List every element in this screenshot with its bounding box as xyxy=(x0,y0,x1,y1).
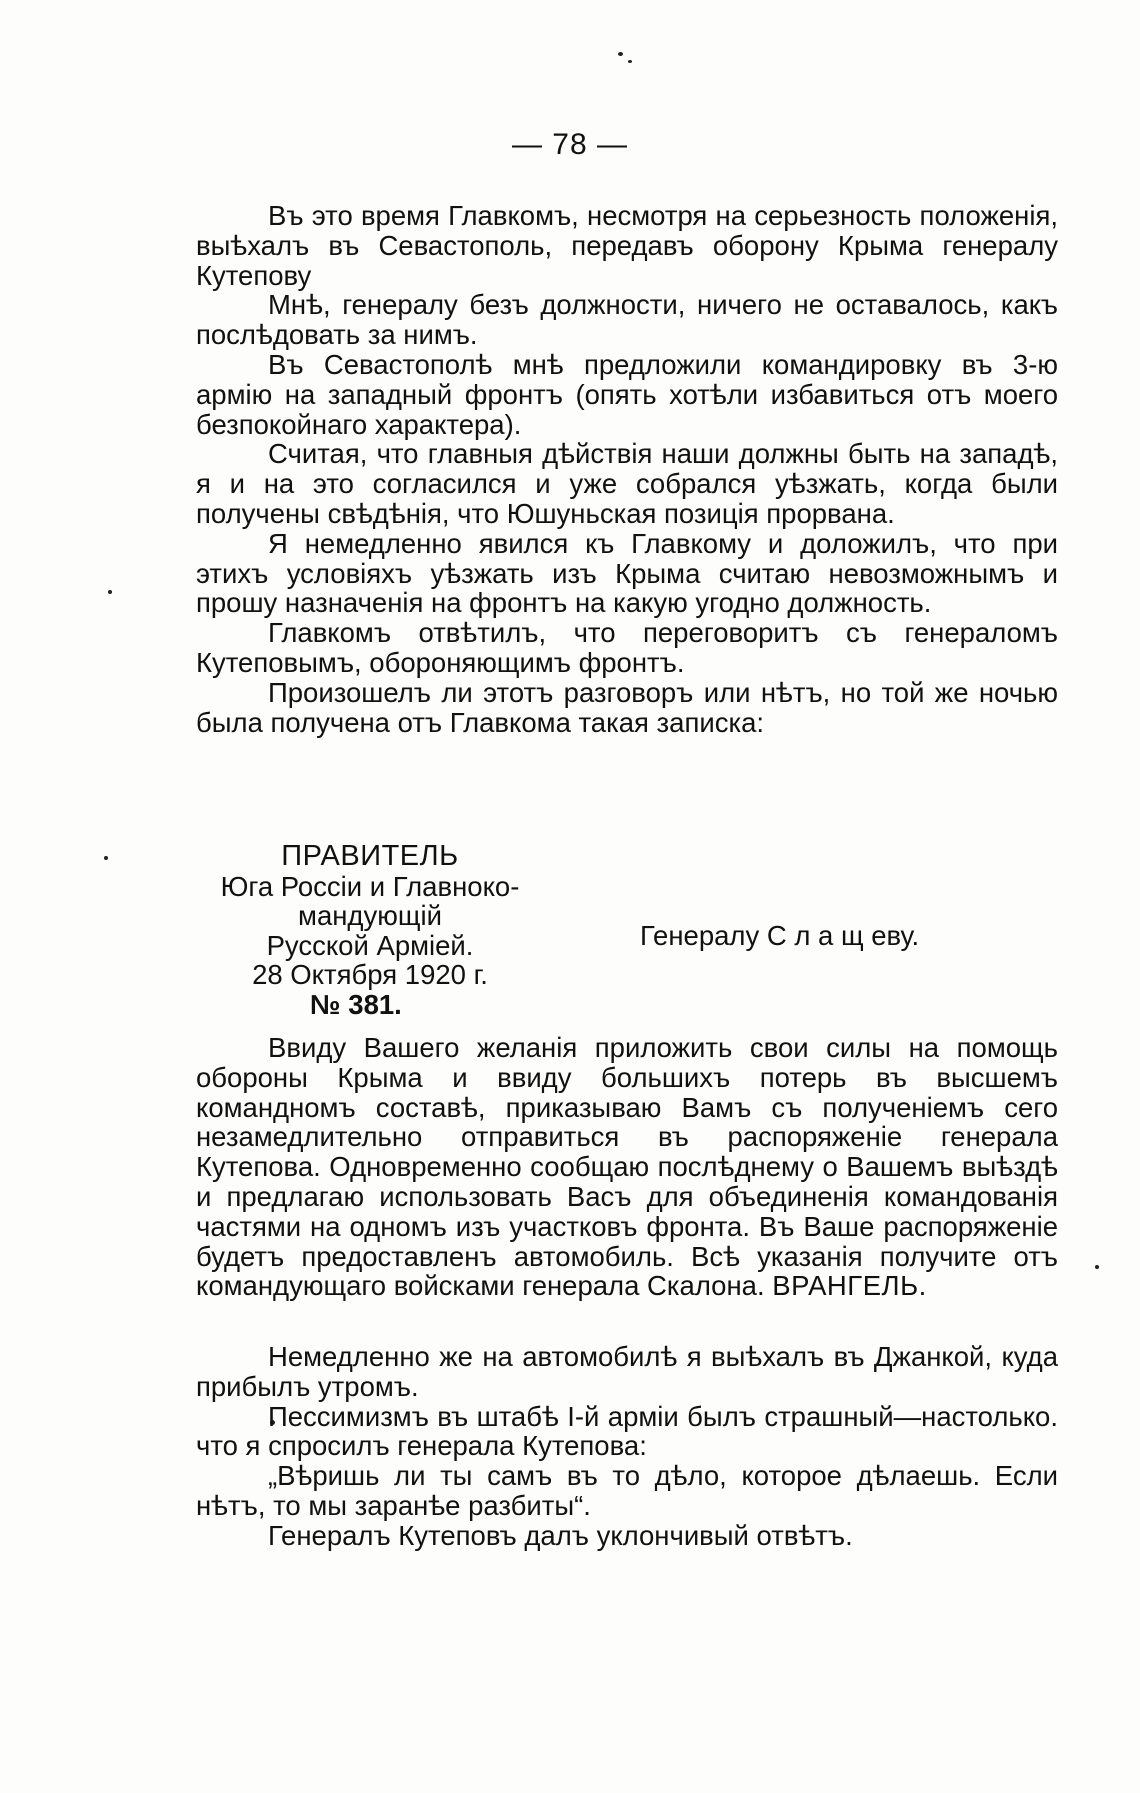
letter-header xyxy=(180,842,560,1019)
print-speck xyxy=(1095,1265,1099,1269)
letter-issuer-title: мандующій xyxy=(298,900,442,931)
paragraph: Пессимизмъ въ штабѣ І-й арміи былъ страшный—настолько. что я спросилъ генерала Кутепова: xyxy=(196,1400,1058,1462)
letter-number: № 381. xyxy=(310,988,402,1020)
body-text-top xyxy=(196,201,1058,737)
letter-text xyxy=(196,1033,1058,1301)
letter-body-text: Ввиду Вашего желанія приложить свои силы на помощь обороны Крыма и ввиду большихъ потерь въ высшемъ командномъ составѣ, приказываю Вамъ съ полученіемъ сего незамедлительно отправиться въ распоряженіе генерала Кутепова. Одновременно сообщаю послѣднему о Вашемъ выѣздѣ и предлагаю использовать Васъ для объединенія командованія частями на одномъ изъ участковъ фронта. Въ Ваше распоряженіе будетъ предоставленъ автомобиль. Всѣ указанія получите отъ командующаго войсками генерала Скалона. xyxy=(196,1032,1058,1302)
paragraph: Считая, что главныя дѣйствія наши должны быть на западѣ, я и на это согласился и уже собрался уѣзжать, когда были получены свѣдѣнія, что Юшуньская позиція прорвана. xyxy=(196,438,1058,529)
paragraph: Главкомъ отвѣтилъ, что переговоритъ съ генераломъ Кутеповымъ, обороняющимъ фронтъ. xyxy=(196,617,1058,678)
print-speck xyxy=(628,60,632,63)
paragraph: Немедленно же на автомобилѣ я выѣхалъ въ Джанкой, куда прибылъ утромъ. xyxy=(196,1341,1058,1402)
letter-addressee: Генералу С л а щ еву. xyxy=(640,920,920,951)
letter-signature: ВРАНГЕЛЬ. xyxy=(772,1270,927,1302)
body-text-end xyxy=(196,1342,1058,1551)
print-speck xyxy=(108,590,112,594)
paragraph: Мнѣ, генералу безъ должности, ничего не оставалось, какъ послѣдовать за нимъ. xyxy=(196,289,1058,351)
paragraph: „Вѣришь ли ты самъ въ то дѣло, которое дѣлаешь. Если нѣтъ, то мы заранѣе разбиты“. xyxy=(196,1460,1058,1521)
paragraph: Въ Севастополѣ мнѣ предложили командировку въ 3-ю армію на западный фронтъ (опять хотѣли избавиться отъ моего безпокойнаго характера). xyxy=(196,348,1058,440)
letter-date: 28 Октября 1920 г. xyxy=(252,959,488,990)
print-speck xyxy=(618,52,623,56)
letter-issuer: ПРАВИТЕЛЬ xyxy=(281,840,459,872)
print-speck xyxy=(104,856,108,860)
paragraph: Произошелъ ли этотъ разговоръ или нѣтъ, но той же ночью была получена отъ Главкома такая записка: xyxy=(196,676,1058,738)
letter-body xyxy=(196,1033,1058,1301)
paragraph: Въ это время Главкомъ, несмотря на серьезность положенія, выѣхалъ въ Севастополь, передавъ оборону Крыма генералу Кутепову xyxy=(196,200,1058,291)
paragraph: Генералъ Кутеповъ далъ уклончивый отвѣтъ. xyxy=(268,1519,853,1551)
page-number: — 78 — xyxy=(511,128,629,161)
letter-issuer-title: Юга Россіи и Главноко- xyxy=(220,870,520,902)
paragraph: Я немедленно явился къ Главкому и доложилъ, что при этихъ условіяхъ уѣзжать изъ Крыма считаю невозможнымъ и прошу назначенія на фронтъ на какую угодно должность. xyxy=(196,527,1058,619)
letter-issuer-title: Русской Арміей. xyxy=(266,929,474,961)
